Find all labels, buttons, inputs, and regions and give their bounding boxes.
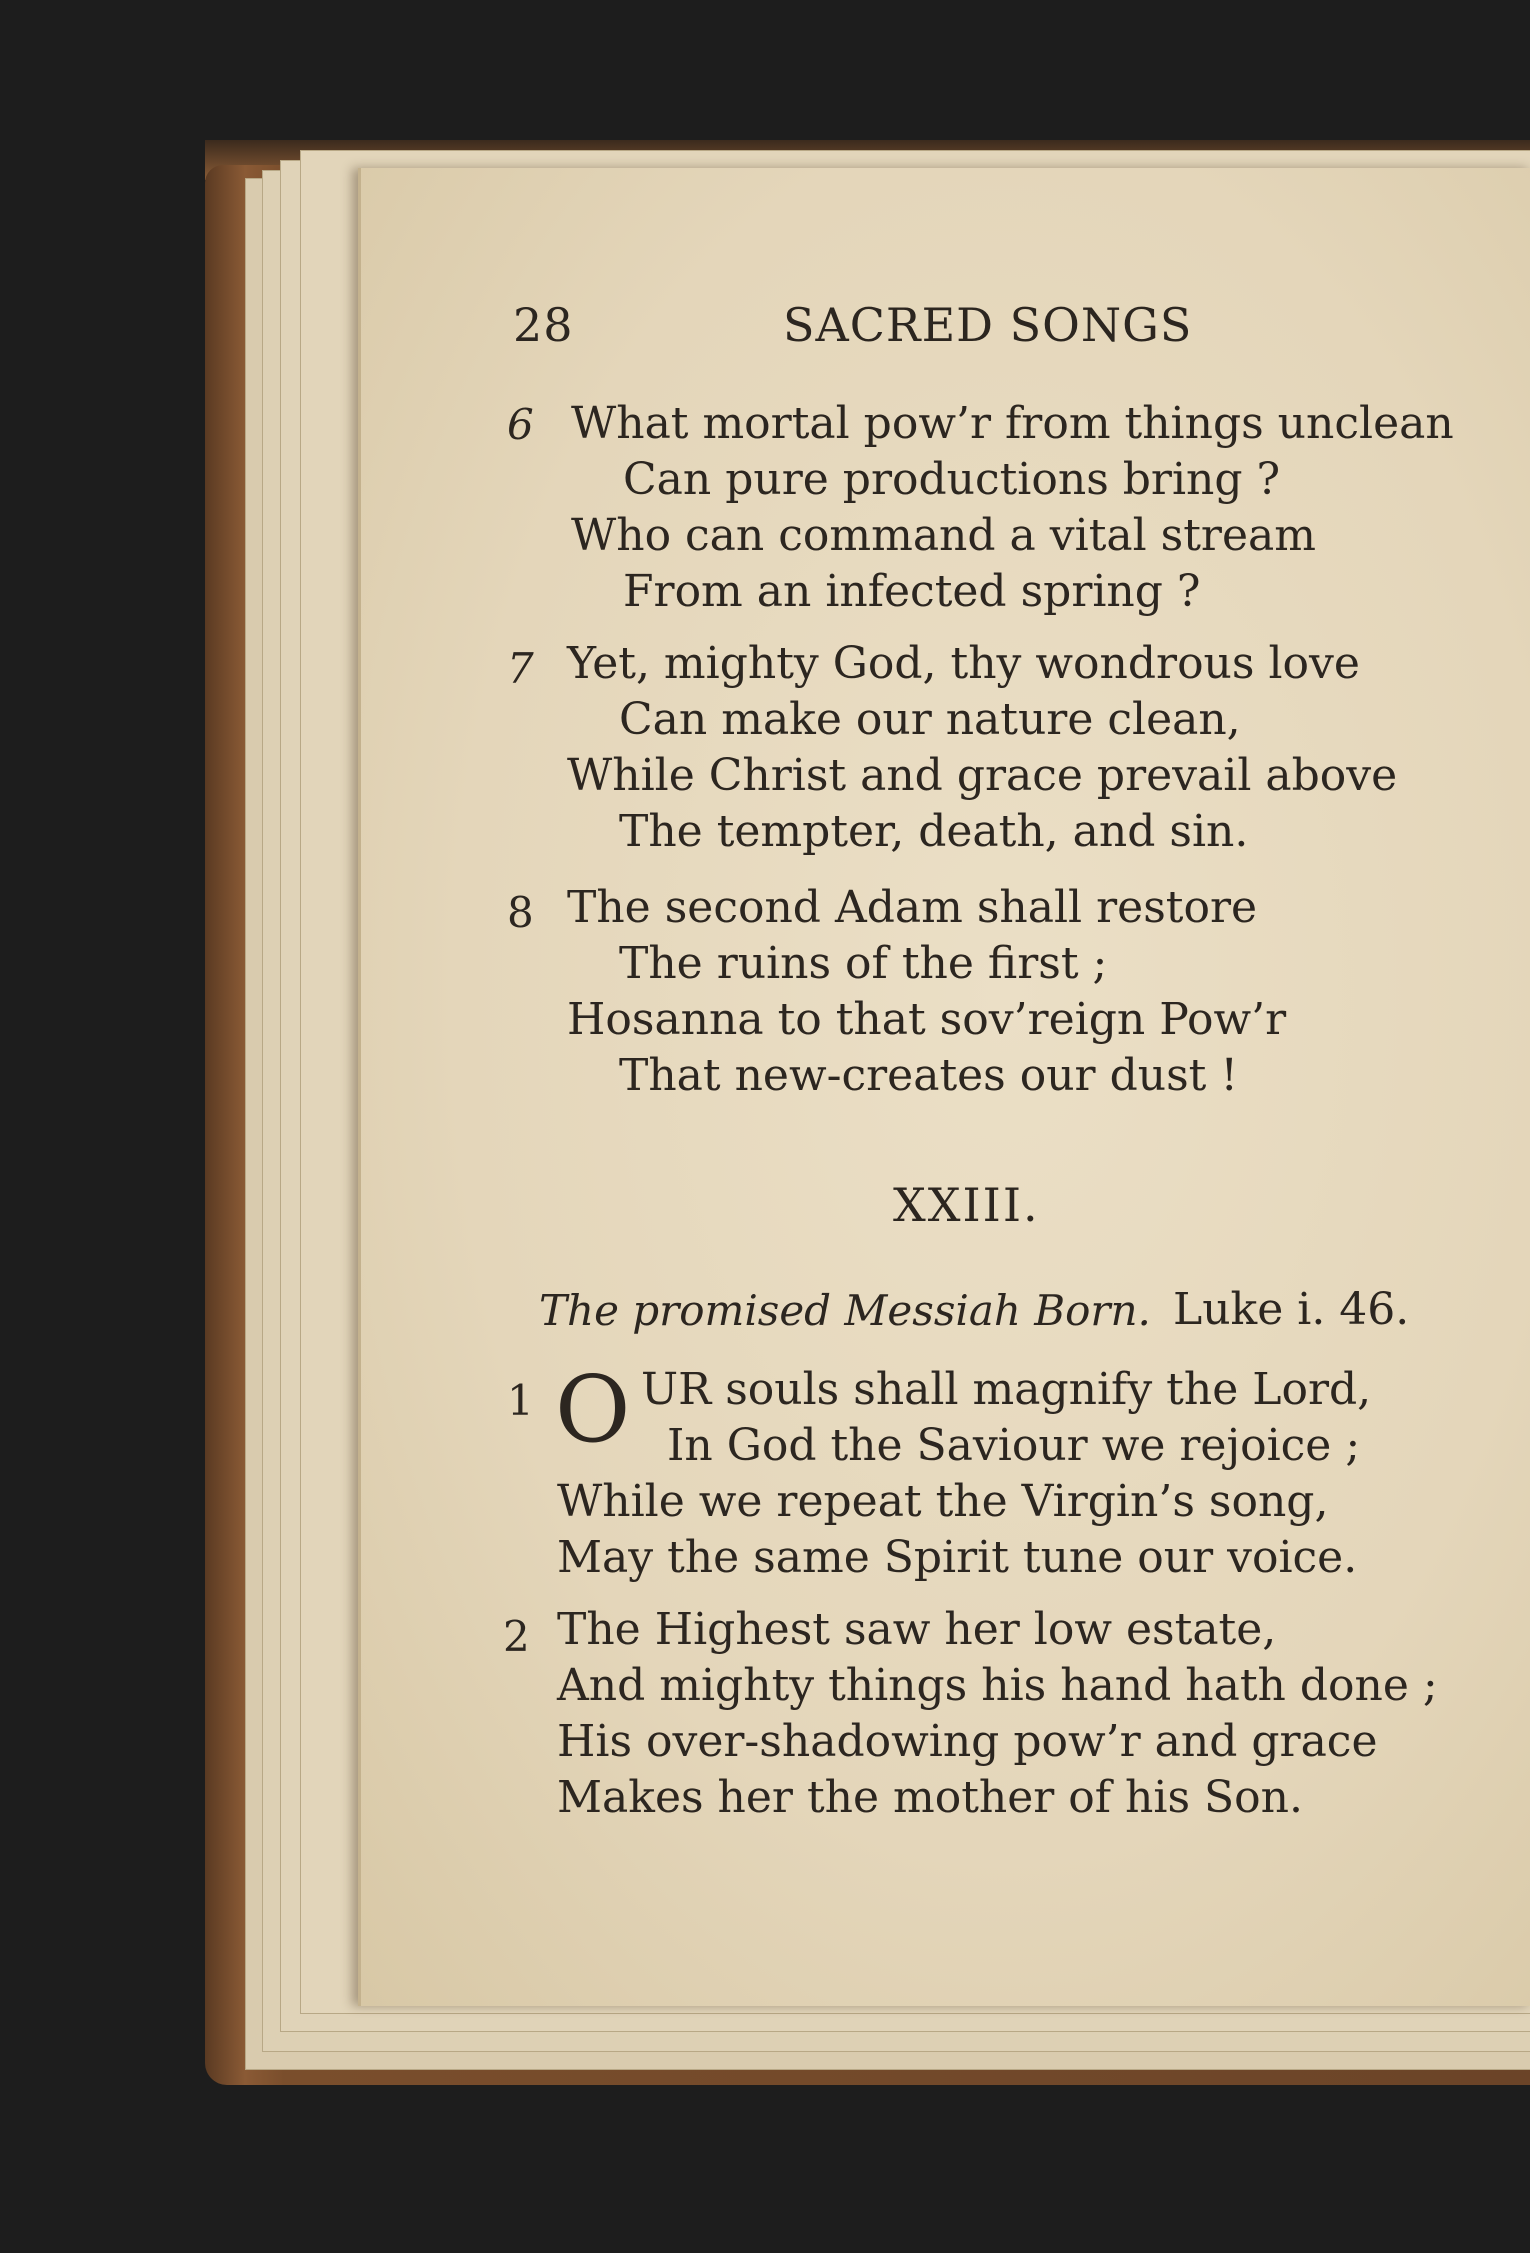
verse-line: And mighty things his hand hath done ; [557,1660,1438,1711]
verse-line: From an infected spring ? [623,566,1201,617]
verse-line: In God the Saviour we rejoice ; [667,1420,1361,1471]
verse-line: The ruins of the first ; [619,938,1108,989]
verse-line: Who can command a vital stream [571,510,1316,561]
verse-line: The second Adam shall restore [567,882,1258,933]
verse-line: May the same Spirit tune our voice. [557,1532,1358,1583]
book-page [358,168,1530,2006]
stanza-number: 2 [503,1612,530,1661]
verse-line: While Christ and grace prevail above [567,750,1398,801]
verse-line: Can make our nature clean, [619,694,1241,745]
verse-line: While we repeat the Virgin’s song, [557,1476,1329,1527]
stanza-number: 6 [507,400,534,449]
hymn-title: The promised Messiah Born. [539,1286,1151,1335]
verse-line: That new-creates our dust ! [619,1050,1239,1101]
stanza-number: 7 [507,644,534,693]
scripture-reference: Luke i. 46. [1173,1284,1410,1335]
stanza-number: 1 [507,1376,534,1425]
drop-cap: O [555,1356,631,1463]
verse-line: The tempter, death, and sin. [619,806,1249,857]
running-title: SACRED SONGS [783,298,1193,352]
hymn-number: XXIII. [893,1178,1040,1232]
verse-line: His over-shadowing pow’r and grace [557,1716,1378,1767]
verse-line: Hosanna to that sov’reign Pow’r [567,994,1287,1045]
page-number: 28 [513,298,574,352]
verse-line: The Highest saw her low estate, [557,1604,1277,1655]
verse-line: Can pure productions bring ? [623,454,1281,505]
verse-line: Yet, mighty God, thy wondrous love [567,638,1360,689]
verse-line: What mortal pow’r from things unclean [571,398,1454,449]
verse-line: UR souls shall magnify the Lord, [641,1364,1372,1415]
stanza-number: 8 [507,888,534,937]
verse-line: Makes her the mother of his Son. [557,1772,1303,1823]
